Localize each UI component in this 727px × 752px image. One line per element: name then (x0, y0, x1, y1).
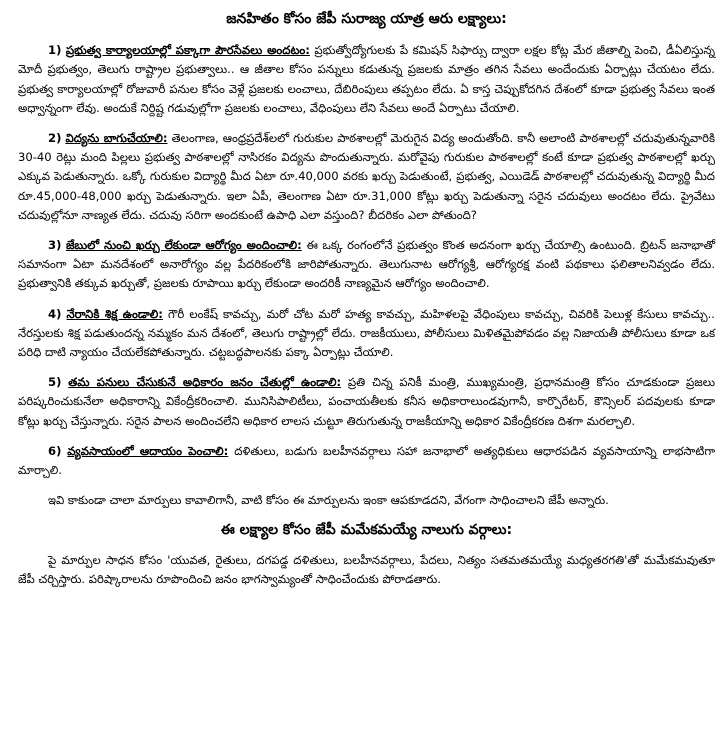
document-title: జనహితం కోసం జేపీ సురాజ్య యాత్ర ఆరు లక్ష్యాలు: (226, 11, 507, 27)
final-paragraph: పై మార్పుల సాధన కోసం 'యువత, రైతులు, దగపడ్డ దళితులు, బలహీనవర్గాలు, పేదలు, నిత్యం సతమతమయ్యే మధ్యతరగతి'తో మమేకమవుతూ జేపీ చర్చిస్తారు. పరిష్కారాలను రూపొందించి జనం భాగస్వామ్యంతో సాధించేందుకు పోరాడతారు. (18, 552, 715, 586)
section-subtitle: ఈ లక్ష్యాల కోసం జేపీ మమేకమయ్యే నాలుగు వర్గాలు: (220, 522, 513, 539)
goal-body: తెలంగాణ, ఆంధ్రప్రదేశ్‌లలో గురుకుల పాఠశాలల్లో మెరుగైన విద్య అందుతోంది. కానీ అలాంటి పాఠశాలల్లో చదువుతున్నవారికి 30-40 రెట్లు మంది పిల్లలు ప్రభుత్వ పాఠశాలల్లో నాసిరకం విద్యను పొందుతున్నారు. మరోవైపు గురుకుల పాఠశాలల్లో కంటే కూడా ప్రభుత్వ పాఠశాలల్లో ఖర్చు ఎక్కువ పెడుతున్నారు. ఒక్కో గురుకుల విద్యార్థి మీద ఏటా రూ.40,000 వరకు ఖర్చు పెడుతుంటే, ప్రభుత్వ, ఎయిడెడ్ పాఠశాలల్లో చదువుతున్న విద్యార్థి మీద రూ.45,000-48,000 ఖర్చు పెడుతున్నారు. ఇలా ఏపీ, తెలంగాణ ఏటా రూ.31,000 కోట్లు ఖర్చు పెడుతున్నా సరైన చదువులు అందటం లేదు. ప్రైవేటు చదువుల్లోనూ నాణ్యత లేదు. చదువు సరిగా అందకుంటే ఉపాధి ఎలా వస్తుంది? బీదరికం ఎలా పోతుంది? (18, 131, 716, 222)
goal-body: దళితులు, బడుగు బలహీనవర్గాలు సహా జనాభాలో అత్యధికులు ఆధారపడిన వ్యవసాయాన్ని లాభసాటిగా మార్చాలి. (18, 443, 716, 478)
goal-heading: జేబులో నుంచి ఖర్చు లేకుండా ఆరోగ్యం అందించాలి: (65, 238, 302, 253)
goal-heading: విద్యను బాగుచేయాలి: (65, 131, 168, 146)
goal-section-6 (18, 442, 715, 480)
goal-number: 3) (48, 238, 62, 253)
goal-body: గౌరీ లంకేష్ కావచ్చు, మరో చోట మరో హత్య కావచ్చు, మహిళలపై వేధింపులు కావచ్చు, చివరికి పెలుళ్ల కేసులు కావచ్చు.. నేరస్తులకు శిక్ష పడుతుందన్న నమ్మకం మన దేశంలో, తెలుగు రాష్ట్రాల్లో లేదు. రాజకీయులు, పోలీసులు మిళితమైపోవడం వల్ల నిజాయతీ పోలీసులు కూడా ఒక పరిధి దాటి న్యాయం చేయలేకపోతున్నారు. చట్టబద్ధపాలనకు పక్కా ఏర్పాట్లు చేయాలి. (18, 306, 715, 360)
goal-body: ఈ ఒక్క రంగంలోనే ప్రభుత్వం కొంత అదనంగా ఖర్చు చేయాల్సి ఉంటుంది. బ్రిటన్ జనాభాతో సమానంగా ఏటా మనదేశంలో అనారోగ్యం వల్ల పేదరికంలోకి జారిపోతున్నారు. తెలుగునాట ఆరోగ్యశ్రీ, ఆరోగ్యరక్ష వంటి పథకాలు ఫలితాలనివ్వడం లేదు. ప్రభుత్వానికి తక్కువ ఖర్చుతో, ప్రజలకు రూపాయి ఖర్చు లేకుండా అందరికీ నాణ్యమైన ఆరోగ్యం అందించాలి. (18, 238, 715, 291)
goal-number: 5) (48, 375, 62, 390)
goal-heading: ప్రభుత్వ కార్యాలయాల్లో పక్కాగా పౌరసేవలు అందటం: (65, 43, 310, 58)
goal-heading: నేరానికి శిక్ష ఉండాలి: (66, 306, 163, 321)
goal-heading: వ్యవసాయంలో ఆదాయం పెంచాలి: (67, 443, 229, 458)
goal-section-4 (18, 305, 715, 363)
goal-body: ప్రతి చిన్న పనికీ మంత్రి, ముఖ్యమంత్రి, ప్రధానమంత్రి కోసం చూడకుండా ప్రజలు పరిష్కరించుకునేలా అధికారాన్ని వికేంద్రీకరించాలి. మునిసిపాలిటీలు, పంచాయతీలకు కనీస అధికారాలుండవుగానీ, కార్పొరేటర్, కౌన్సిలర్ పదవులకు కూడా కోట్లు ఖర్చు చేస్తున్నారు. సరైన పాలన అందించలేని అధికార లాలస చుట్టూ తిరుగుతున్న రాజకీయాన్ని అధికార వికేంద్రీకరణ దిశగా మరల్చాలి. (18, 375, 715, 428)
goal-section-2 (18, 129, 715, 225)
goal-body: ప్రభుత్వోద్యోగులకు పే కమిషన్ సిఫార్సు ద్వారా లక్షల కోట్ల మేర జీతాల్ని పెంచి, డీఏలిస్తున్న మోదీ ప్రభుత్వం, తెలుగు రాష్ట్రాల ప్రభుత్వాలు.. ఆ జీతాల కోసం పన్నులు కడుతున్న ప్రజలకు మాత్రం తగిన సేవలు అందేందుకు ఏర్పాట్లు చేయటం లేదు. ప్రభుత్వ కార్యాలయాల్లో రోజువారీ పనుల కోసం వెళ్లే ప్రజలకు లంచాలు, దేబిరింపులు తప్పటం లేదు. ఏ కాస్త చెప్పుకోదగిన దేశంలో కూడా ప్రభుత్వ సేవలు ఇంత అధ్వాన్నంగా లేవు. అందుకే నిర్దిష్ట గడువుల్లోగా ప్రజలకు లంచాలు, వేధింపులు లేని సేవలు అందే ఏర్పాటు చేయాలి. (18, 43, 716, 115)
goal-number: 1) (48, 43, 62, 58)
goal-section-1 (18, 41, 715, 118)
goal-section-3 (18, 236, 715, 294)
goal-number: 4) (48, 306, 62, 321)
goal-heading: తమ పనులు చేసుకునే అధికారం జనం చేతుల్లో ఉండాలి: (68, 375, 342, 390)
closing-paragraph: ఇవి కాకుండా చాలా మార్పులు కావాలిగానీ, వాటి కోసం ఈ మార్పులను ఇంకా ఆపకూడదని, వేగంగా సాధించాలని జేపీ అన్నారు. (48, 493, 609, 508)
goal-section-5 (18, 373, 715, 431)
goal-number: 2) (48, 131, 62, 146)
goal-number: 6) (48, 443, 62, 458)
